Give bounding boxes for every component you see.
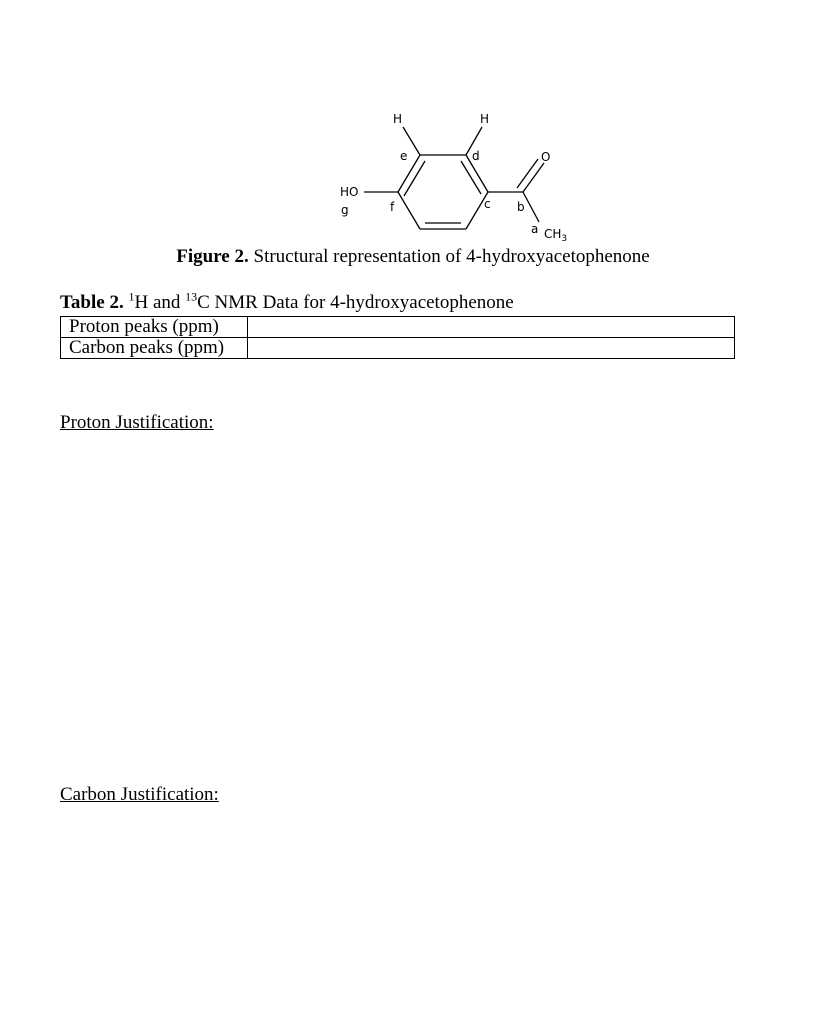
table-caption-sup-13: 13 <box>185 289 198 304</box>
nmr-data-table <box>60 316 735 359</box>
atom-h-left: H <box>393 112 403 126</box>
bond-carbonyl-double-2 <box>517 159 538 188</box>
label-c: c <box>484 197 491 211</box>
figure-caption-label: Figure 2. <box>176 246 249 267</box>
atom-oxygen: O <box>541 150 551 164</box>
table-caption <box>60 289 514 314</box>
carbon-peaks-label: Carbon peaks (ppm) <box>61 338 248 359</box>
table-caption-label: Table 2. <box>60 292 124 313</box>
label-b: b <box>517 200 525 214</box>
proton-peaks-label: Proton peaks (ppm) <box>61 317 248 338</box>
figure-caption <box>0 246 826 268</box>
label-e: e <box>400 149 408 163</box>
label-d: d <box>472 149 480 163</box>
bond-carbonyl-double-1 <box>523 163 544 192</box>
table-row <box>61 317 735 338</box>
structure-diagram <box>330 105 590 245</box>
table-caption-part-2: C NMR Data for 4-hydroxyacetophenone <box>197 292 514 313</box>
label-a: a <box>531 222 539 236</box>
table-caption-part-1: H and <box>134 292 186 313</box>
atom-hydroxyl: HO <box>340 185 359 199</box>
bond-carbonyl-methyl <box>523 192 539 222</box>
carbon-justification-heading: Carbon Justification: <box>60 784 219 805</box>
label-g: g <box>341 203 349 217</box>
table-row <box>61 338 735 359</box>
atom-methyl: $CH_3$ <box>544 227 568 244</box>
label-f: f <box>390 200 395 214</box>
table-caption-sup-1: 1 <box>128 289 135 304</box>
carbon-peaks-value[interactable] <box>248 338 735 359</box>
benzene-ring <box>398 155 488 229</box>
figure-caption-text: Structural representation of 4-hydroxyacetophenone <box>248 246 650 267</box>
atom-h-right: H <box>480 112 490 126</box>
proton-justification-heading: Proton Justification: <box>60 412 214 433</box>
proton-peaks-value[interactable] <box>248 317 735 338</box>
